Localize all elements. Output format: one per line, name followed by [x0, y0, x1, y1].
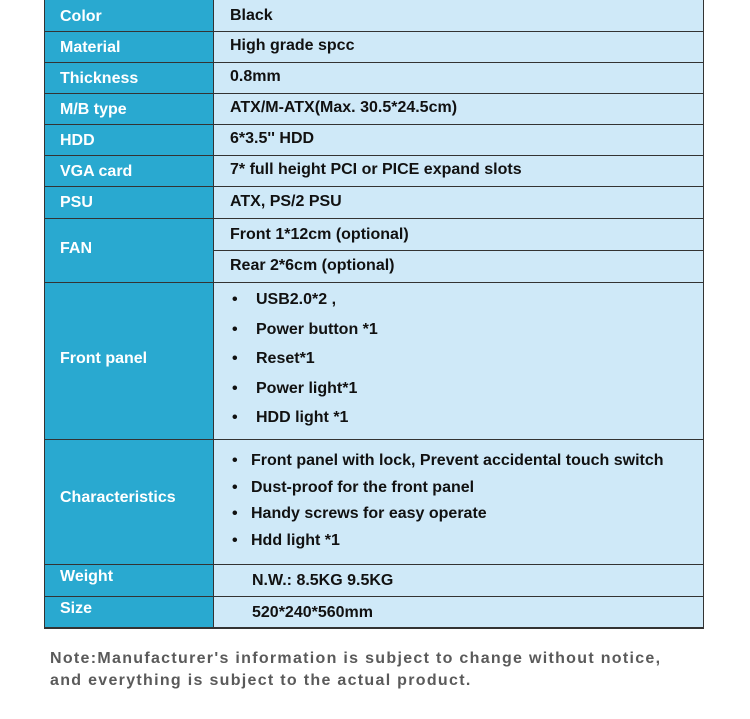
list-item-text: USB2.0*2 , [256, 291, 337, 308]
list-item [232, 321, 378, 351]
spec-label [45, 565, 214, 596]
spec-row-fan [45, 219, 703, 283]
spec-label-text: Thickness [60, 70, 139, 87]
spec-label-text: Characteristics [60, 489, 176, 506]
spec-value [214, 0, 703, 31]
spec-row-weight [45, 565, 703, 597]
spec-table [44, 0, 704, 629]
spec-row-vga [45, 156, 703, 187]
spec-row-front-panel [45, 283, 703, 440]
spec-value-text: 6*3.5'' HDD [230, 130, 315, 147]
spec-value-text: ATX/M-ATX(Max. 30.5*24.5cm) [230, 99, 458, 116]
list-item [232, 505, 664, 532]
spec-label-text: Size [60, 600, 93, 617]
bullet-icon: • [232, 291, 238, 308]
bullet-icon: • [232, 478, 238, 496]
spec-label [45, 283, 214, 439]
spec-value [214, 219, 703, 282]
spec-label [45, 94, 214, 124]
spec-value [214, 156, 703, 186]
list-item [232, 452, 664, 479]
spec-value-text: 520*240*560mm [252, 604, 373, 621]
list-item-text: Power light*1 [256, 379, 358, 397]
spec-label-text: Weight [60, 568, 114, 585]
front-panel-list [232, 291, 378, 439]
spec-label-text: Color [60, 8, 102, 25]
list-item [232, 532, 664, 559]
bullet-icon: • [232, 379, 238, 397]
spec-row-material [45, 32, 703, 63]
disclaimer-note [50, 648, 730, 692]
spec-value-text: High grade spcc [230, 37, 355, 54]
spec-label-text: M/B type [60, 101, 127, 118]
spec-value-text: 0.8mm [230, 68, 281, 85]
note-line-2: and everything is subject to the actual product. [50, 672, 472, 689]
spec-label-text: HDD [60, 132, 95, 149]
list-item [232, 350, 378, 380]
note-line-1: Note:Manufacturer's information is subject to change without notice, [50, 650, 662, 667]
spec-value [214, 32, 703, 62]
bullet-icon: • [232, 350, 238, 367]
spec-value-text: ATX, PS/2 PSU [230, 193, 342, 210]
fan-rear-cell [214, 251, 703, 282]
spec-label-text: Material [60, 39, 121, 56]
spec-row-size [45, 597, 703, 628]
spec-label-text: Front panel [60, 350, 148, 367]
spec-label [45, 440, 214, 564]
list-item-text: Handy screws for easy operate [251, 505, 487, 522]
spec-label-text: FAN [60, 240, 92, 257]
spec-value [214, 565, 703, 596]
spec-row-thickness [45, 63, 703, 94]
spec-value-text: Black [230, 7, 273, 24]
list-item-text: Hdd light *1 [251, 531, 340, 549]
list-item [232, 291, 378, 321]
spec-row-mb-type [45, 94, 703, 125]
spec-value [214, 597, 703, 627]
spec-value-text: 7* full height PCI or PICE expand slots [230, 161, 522, 178]
list-item [232, 380, 378, 410]
spec-value [214, 125, 703, 155]
list-item [232, 479, 664, 506]
fan-rear-text: Rear 2*6cm (optional) [230, 257, 395, 274]
bullet-icon: • [232, 531, 238, 549]
list-item-text: Power button *1 [256, 320, 378, 338]
spec-label-text: PSU [60, 194, 93, 211]
spec-label [45, 156, 214, 186]
bullet-icon: • [232, 320, 238, 338]
spec-label [45, 0, 214, 31]
list-item-text: Reset*1 [256, 350, 315, 367]
spec-row-characteristics [45, 440, 703, 565]
spec-value-text: N.W.: 8.5KG 9.5KG [252, 572, 394, 589]
spec-label [45, 597, 214, 627]
spec-row-hdd [45, 125, 703, 156]
spec-row-color [45, 0, 703, 32]
list-item [232, 409, 378, 439]
spec-value [214, 187, 703, 218]
list-item-text: Dust-proof for the front panel [251, 478, 475, 496]
bullet-icon: • [232, 409, 238, 426]
spec-label [45, 187, 214, 218]
spec-value [214, 283, 703, 439]
spec-label [45, 63, 214, 93]
bullet-icon: • [232, 452, 238, 469]
spec-row-psu [45, 187, 703, 219]
spec-label [45, 219, 214, 282]
bullet-icon: • [232, 505, 238, 522]
spec-value [214, 440, 703, 564]
spec-label [45, 125, 214, 155]
fan-front-text: Front 1*12cm (optional) [230, 226, 409, 243]
spec-label [45, 32, 214, 62]
characteristics-list [232, 452, 664, 558]
fan-front-cell [214, 219, 703, 251]
list-item-text: HDD light *1 [256, 409, 349, 426]
spec-value [214, 63, 703, 93]
list-item-text: Front panel with lock, Prevent accidental touch switch [251, 452, 664, 469]
spec-label-text: VGA card [60, 163, 133, 180]
spec-value [214, 94, 703, 124]
